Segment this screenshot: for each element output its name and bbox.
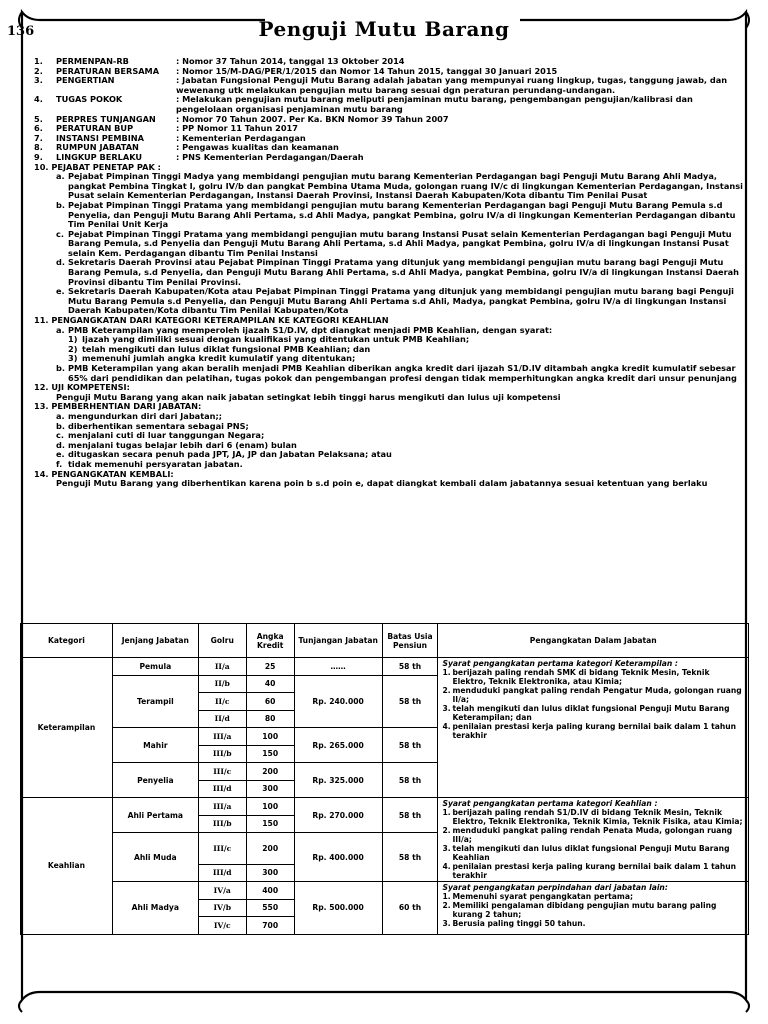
list-item: a. mengundurkan diri dari Jabatan;; [56,410,223,421]
info-label: PENGERTIAN [56,75,115,86]
list-item: e. ditugaskan secara penuh pada JPT, JA, JP dan Jabatan Pelaksana; atau [56,449,392,460]
golru-cell: III/d [198,864,246,882]
jenjang-cell: Terampil [112,675,198,728]
list-item: 1) Ijazah yang dimiliki sesuai dengan kualifikasi yang ditentukan untuk PMB Keahlian; [68,334,470,345]
list-item: c. menjalani cuti di luar tanggungan Negara; [56,430,265,441]
document-body [34,57,746,489]
section-11 [34,316,746,383]
jenjang-cell: Pemula [112,658,198,676]
requirement-item: 3. telah mengikuti dan lulus diklat fungsional Penguji Mutu Barang Keahlian [442,844,730,862]
golru-cell: IV/c [198,917,246,935]
section-12 [34,383,746,402]
bup-cell: 58 th [382,833,438,882]
kredit-cell: 150 [246,745,294,763]
kredit-cell: 300 [246,864,294,882]
category-cell: Keahlian [21,798,113,935]
list-item: f. tidak memenuhi persyaratan jabatan. [56,458,243,469]
list-item: 2) telah mengikuti dan lulus diklat fungsional PMB Keahlian; dan [68,343,371,354]
list-item: e. Sekretaris Daerah Kabupaten/Kota atau Pejabat Pimpinan Tinggi Pratama yang ditunjuk yang membidangi pengujian mutu barang bagi Penguji Mutu Barang Pemula s.d Penyelia, dan Penguji Mutu Barang Ahli Pertama s.d Ahli, Madya, pangkat Pembina, golru IV/a di lingkungan Instansi Daerah Kabupaten/Kota dibantu Tim Penilai Kabupaten/Kota [56,286,734,316]
info-number: 2. [34,65,43,76]
tunjangan-cell: Rp. 270.000 [294,798,382,833]
page-number: 136 [7,24,35,39]
info-value: : Melakukan pengujian mutu barang meliputi penjaminan mutu barang, pengembangan pengujian/kalibrasi dan pengelolaan organisasi penjaminan mutu barang [176,94,693,114]
table-header: Kategori [21,624,113,658]
info-number: 7. [34,132,43,143]
table-header: Angka Kredit [246,624,294,658]
list-item: b. Pejabat Pimpinan Tinggi Pratama yang membidangi pengujian mutu barang Kementerian Perdagangan bagi Penguji Mutu Barang Pemula s.d Penyelia, dan Penguji Mutu Barang Ahli Pertama, s.d Ahli Madya, pangkat Pembina, golru IV/a di lingkungan Kementerian Perdagangan dibantu Tim Penilai Unit Kerja [56,199,736,230]
jenjang-cell: Penyelia [112,763,198,798]
kredit-cell: 60 [246,693,294,711]
golru-cell: III/b [198,745,246,763]
kredit-cell: 550 [246,899,294,917]
golru-cell: III/c [198,763,246,781]
kredit-cell: 150 [246,815,294,833]
golru-cell: II/a [198,658,246,676]
kredit-cell: 100 [246,798,294,816]
golru-cell: III/b [198,815,246,833]
info-label: PERATURAN BUP [56,123,134,134]
jenjang-cell: Ahli Muda [112,833,198,882]
requirements-cell [438,658,749,798]
requirement-item: 1. berijazah paling rendah SMK di bidang Teknik Mesin, Teknik Elektro, Teknik Elektronika, atau Kimia; [442,668,710,686]
table-header: Batas Usia Pensiun [382,624,438,658]
bup-cell: 60 th [382,882,438,935]
info-row [34,134,746,144]
info-list [34,57,746,163]
info-value: : Nomor 70 Tahun 2007. Per Ka. BKN Nomor 39 Tahun 2007 [176,113,449,124]
section-13 [34,402,746,469]
requirement-item: 2. Memiliki pengalaman dibidang pengujian mutu barang paling kurang 2 tahun; [442,901,717,919]
requirement-item: 4. penilaian prestasi kerja paling kurang bernilai baik dalam 1 tahun terakhir [442,862,737,880]
kredit-cell: 300 [246,780,294,798]
list-item: d. menjalani tugas belajar lebih dari 6 (enam) bulan [56,439,297,450]
info-label: PERATURAN BERSAMA [56,65,160,76]
table-row [21,798,749,816]
info-label: RUMPUN JABATAN [56,142,139,153]
requirement-item: 4. penilaian prestasi kerja paling kurang bernilai baik dalam 1 tahun terakhir [442,722,737,740]
tunjangan-cell: …… [294,658,382,676]
info-row [34,115,746,125]
info-value: : Nomor 37 Tahun 2014, tanggal 13 Oktober 2014 [176,56,405,66]
section-heading: 11. PENGANGKATAN DARI KATEGORI KETERAMPILAN KE KATEGORI KEAHLIAN [34,315,389,326]
bup-cell: 58 th [382,728,438,763]
section-text: Penguji Mutu Barang yang diberhentikan karena poin b s.d poin e, dapat diangkat kembali dalam jabatannya sesuai ketentuan yang berlaku [56,478,708,489]
list-item: b. diberhentikan sementara sebagai PNS; [56,420,249,431]
kredit-cell: 200 [246,833,294,865]
info-value: : Kementerian Perdagangan [176,132,306,143]
table-row [21,658,749,676]
list-item: c. Pejabat Pimpinan Tinggi Pratama yang membidangi pengujian mutu barang Instansi Pusat selain Kementerian Perdagangan bagi Penguji Mutu Barang Pemula, s.d Penyelia dan Penguji Mutu Barang Ahli Pertama, s.d Ahli Madya, pangkat Pembina, golru IV/a di lingkungan Instansi Pusat selain Kem. Perdagangan dibantu Tim Penilai Instansi [56,228,732,258]
info-label: LINGKUP BERLAKU [56,151,143,162]
info-label: PERMENPAN-RB [56,56,129,66]
info-number: 9. [34,151,43,162]
info-number: 5. [34,113,43,124]
kredit-cell: 25 [246,658,294,676]
golru-cell: III/a [198,728,246,746]
tunjangan-cell: Rp. 325.000 [294,763,382,798]
golru-cell: IV/a [198,882,246,900]
info-number: 6. [34,123,43,134]
info-value: : PP Nomor 11 Tahun 2017 [176,123,298,134]
info-number: 3. [34,75,43,86]
position-table [20,623,749,935]
list-item: d. Sekretaris Daerah Provinsi atau Pejabat Pimpinan Tinggi Pratama yang ditunjuk yang membidangi pengujian mutu barang bagi Penguji Mutu Barang Pemula, s.d Penyelia, dan Penguji Mutu Barang Ahli Pertama, s.d Ahli Madya, pangkat Pembina, golru IV/a di lingkungan Instansi Daerah Provinsi dibantu Tim Penilai Provinsi. [56,257,739,287]
bup-cell: 58 th [382,798,438,833]
table-header: Jenjang Jabatan [112,624,198,658]
info-value: : Jabatan Fungsional Penguji Mutu Barang adalah jabatan yang mempunyai ruang lingkup, tugas, tanggung jawab, dan wewenang utk melakukan pengujian mutu barang sesuai dgn peraturan perundang-undangan. [176,75,728,95]
golru-cell: II/c [198,693,246,711]
page-title: Penguji Mutu Barang [258,17,510,41]
golru-cell: IV/b [198,899,246,917]
info-number: 4. [34,94,43,105]
kredit-cell: 700 [246,917,294,935]
jenjang-cell: Ahli Madya [112,882,198,935]
section-10 [34,163,746,317]
tunjangan-cell: Rp. 400.000 [294,833,382,882]
requirement-item: 1. berijazah paling rendah S1/D.IV di bidang Teknik Mesin, Teknik Elektro, Teknik Elektronika, Teknik Kimia, Teknik Fisika, atau Kimia; [442,808,743,826]
list-item: a. PMB Keterampilan yang memperoleh ijazah S1/D.IV, dpt diangkat menjadi PMB Keahlian, dengan syarat: [56,324,553,335]
requirements-cell [438,882,749,935]
table-header: Golru [198,624,246,658]
requirements-title: Syarat pengangkatan pertama kategori Keterampilan : [442,659,678,668]
list-item: 3) memenuhi jumlah angka kredit kumulatif yang ditentukan; [68,353,356,364]
info-row [34,76,746,95]
golru-cell: II/d [198,710,246,728]
kredit-cell: 40 [246,675,294,693]
golru-cell: III/c [198,833,246,865]
requirement-item: 2. menduduki pangkat paling rendah Penata Muda, golongan ruang III/a; [442,826,733,844]
table-header: Tunjangan Jabatan [294,624,382,658]
kredit-cell: 80 [246,710,294,728]
golru-cell: II/b [198,675,246,693]
kredit-cell: 100 [246,728,294,746]
info-number: 8. [34,142,43,153]
info-number: 1. [34,56,43,66]
requirements-cell [438,798,749,882]
info-value: : Nomor 15/M-DAG/PER/1/2015 dan Nomor 14 Tahun 2015, tanggal 30 Januari 2015 [176,65,558,76]
requirements-title: Syarat pengangkatan perpindahan dari jabatan lain: [442,883,668,892]
requirement-item: 3. Berusia paling tinggi 50 tahun. [442,919,586,928]
category-cell: Keterampilan [21,658,113,798]
section-heading: 10. PEJABAT PENETAP PAK : [34,161,161,172]
section-heading: 13. PEMBERHENTIAN DARI JABATAN: [34,401,202,412]
list-item: a. Pejabat Pimpinan Tinggi Madya yang membidangi pengujian mutu barang Kementerian Perdagangan bagi Penguji Mutu Barang Ahli Madya, pangkat Pembina Tingkat I, golru IV/b dan pangkat Pembina Utama Muda, golongan ruang IV/c di lingkungan Kementerian Perdagangan, Instansi Pusat selain Kementerian Perdagangan, Instansi Daerah Provinsi, Instansi Daerah Kabupaten/Kota dibantu Tim Penilai Pusat [56,171,743,201]
tunjangan-cell: Rp. 240.000 [294,675,382,728]
info-value: : Pengawas kualitas dan keamanan [176,142,339,153]
requirement-item: 1. Memenuhi syarat pengangkatan pertama; [442,892,633,901]
table-header: Pengangkatan Dalam Jabatan [438,624,749,658]
section-heading: 12. UJI KOMPETENSI: [34,382,130,393]
table-row [21,882,749,900]
section-heading: 14. PENGANGKATAN KEMBALI: [34,468,174,479]
bup-cell: 58 th [382,675,438,728]
requirement-item: 2. menduduki pangkat paling rendah Pengatur Muda, golongan ruang II/a; [442,686,742,704]
info-label: INSTANSI PEMBINA [56,132,144,143]
section-14 [34,470,746,489]
info-label: PERPRES TUNJANGAN [56,113,156,124]
info-row [34,95,746,114]
tunjangan-cell: Rp. 265.000 [294,728,382,763]
requirements-title: Syarat pengangkatan pertama kategori Keahlian : [442,799,658,808]
info-value: : PNS Kementerian Perdagangan/Daerah [176,151,364,162]
jenjang-cell: Ahli Pertama [112,798,198,833]
info-label: TUGAS POKOK [56,94,123,105]
golru-cell: III/a [198,798,246,816]
bup-cell: 58 th [382,658,438,676]
bup-cell: 58 th [382,763,438,798]
kredit-cell: 400 [246,882,294,900]
tunjangan-cell: Rp. 500.000 [294,882,382,935]
kredit-cell: 200 [246,763,294,781]
requirement-item: 3. telah mengikuti dan lulus diklat fungsional Penguji Mutu Barang Keterampilan; dan [442,704,730,722]
section-text: Penguji Mutu Barang yang akan naik jabatan setingkat lebih tinggi harus mengikuti dan lulus uji kompetensi [56,391,561,402]
jenjang-cell: Mahir [112,728,198,763]
golru-cell: III/d [198,780,246,798]
list-item: b. PMB Keterampilan yang akan beralih menjadi PMB Keahlian diberikan angka kredit dari ijazah S1/D.IV ditambah angka kredit kumulatif sebesar 65% dari pendidikan dan pelatihan, tugas pokok dan pengembangan profesi dengan tidak memperhitungkan angka kredit dari unsur penunjang [56,363,737,383]
